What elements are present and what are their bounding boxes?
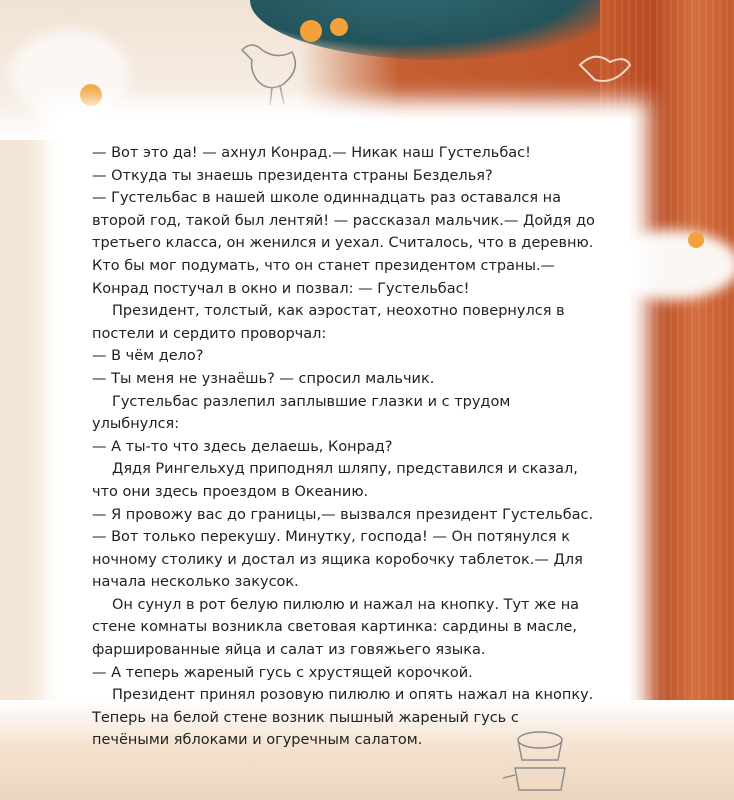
sun-dot-icon	[80, 84, 102, 106]
cloud-left	[10, 30, 130, 120]
paragraph: — Откуда ты знаешь президента страны Безделья?	[92, 167, 493, 184]
paragraph: — Вот это да! — ахнул Конрад.— Никак наш Густельбас!	[92, 145, 531, 161]
paragraph: — Густельбас в нашей школе одиннадцать раз оставался на второй год, такой был лентяй! — рассказал мальчик.— Дойдя до третьего класса, он женился и уехал. Считалось, что в деревню. Кто бы мог подумать, что он станет президентом страны.— Конрад постучал в окно и позвал: — Густельбас!	[92, 190, 595, 297]
sun-dot-icon	[330, 18, 348, 36]
bird-icon	[575, 40, 635, 100]
paragraph: Он сунул в рот белую пилюлю и нажал на кнопку. Тут же на стене комнаты возникла световая картинка: сардины в масле, фаршированные яйца и салат из говяжьего языка.	[92, 596, 580, 659]
bird-icon	[232, 30, 312, 110]
paragraph: — Я провожу вас до границы,— вызвался президент Густельбас.— Вот только перекушу. Минутку, господа! — Он потянулся к ночному столику и достал из ящика коробочку таблеток.— Для начала несколько закусок.	[92, 506, 594, 591]
paragraph: Президент принял розовую пилюлю и опять нажал на кнопку. Теперь на белой стене возник пышный жареный гусь с печёными яблоками и огуречным салатом.	[92, 687, 594, 749]
sun-dot-icon	[688, 232, 704, 248]
paragraph: — Ты меня не узнаёшь? — спросил мальчик.	[92, 370, 435, 387]
story-text	[92, 142, 597, 752]
paragraph: — В чём дело?	[92, 348, 204, 365]
paragraph: Густельбас разлепил заплывшие глазки и с трудом улыбнулся:	[92, 393, 511, 433]
paragraph: Дядя Рингельхуд приподнял шляпу, представился и сказал, что они здесь проездом в Океанию.	[92, 461, 578, 500]
paragraph: — А ты-то что здесь делаешь, Конрад?	[92, 438, 393, 455]
paragraph: Президент, толстый, как аэростат, неохотно повернулся в постели и сердито проворчал:	[92, 303, 565, 342]
paragraph: — А теперь жареный гусь с хрустящей корочкой.	[92, 664, 473, 681]
